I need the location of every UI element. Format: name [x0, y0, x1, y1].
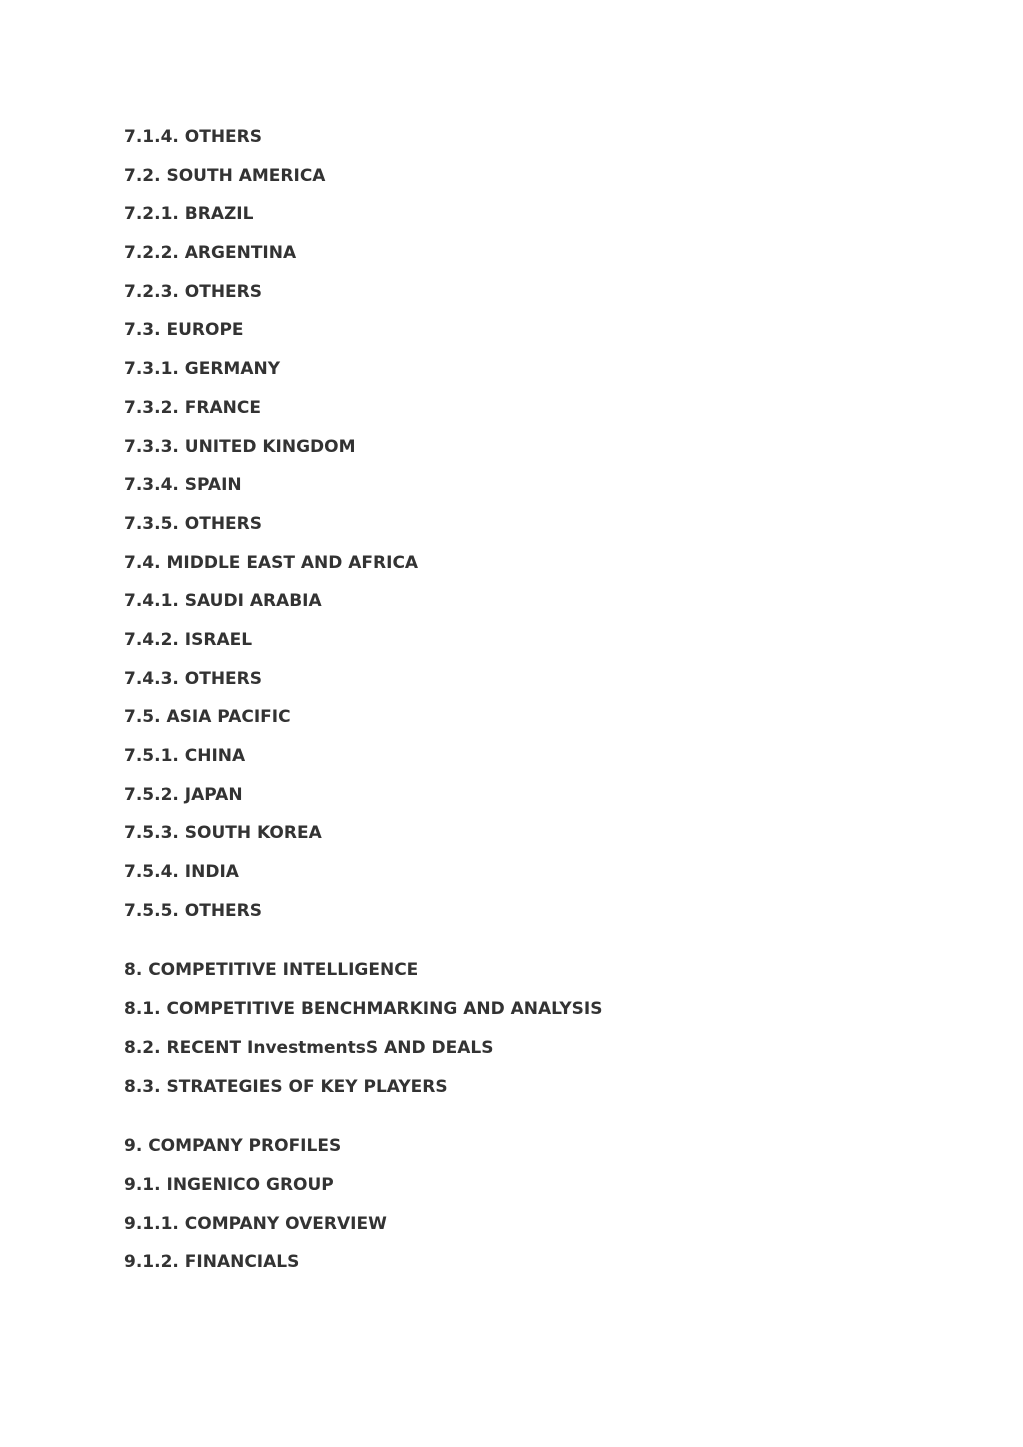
toc-entry: 8.2. RECENT InvestmentsS AND DEALS: [124, 1037, 494, 1058]
toc-entry: 7.1.4. OTHERS: [124, 127, 263, 147]
toc-entry: 7.2.2. ARGENTINA: [124, 243, 297, 264]
toc-entry: 7.5.4. INDIA: [124, 862, 239, 883]
toc-entry: 7.4.3. OTHERS: [124, 668, 263, 689]
toc-entry: 7.2.1. BRAZIL: [124, 204, 254, 225]
toc-entry: 7.3.1. GERMANY: [124, 359, 281, 380]
toc-entry: 7.3.5. OTHERS: [124, 513, 263, 534]
toc-entry: 8.3. STRATEGIES OF KEY PLAYERS: [124, 1076, 448, 1097]
toc-entry: 7.3. EUROPE: [124, 320, 244, 341]
toc-entry: 7.3.2. FRANCE: [124, 397, 261, 418]
toc-entry: 7.2.3. OTHERS: [124, 281, 263, 302]
toc-entry: 9.1.2. FINANCIALS: [124, 1252, 300, 1273]
toc-entry: 7.4. MIDDLE EAST AND AFRICA: [124, 552, 419, 573]
toc-group-section-8: [124, 960, 924, 1097]
toc-entry: 9.1. INGENICO GROUP: [124, 1174, 334, 1195]
table-of-contents: [124, 127, 924, 1273]
toc-entry: 7.2. SOUTH AMERICA: [124, 165, 326, 186]
toc-entry: 7.5.2. JAPAN: [124, 784, 243, 805]
toc-entry: 9.1.1. COMPANY OVERVIEW: [124, 1213, 387, 1234]
toc-entry: 7.3.4. SPAIN: [124, 475, 242, 496]
toc-entry: 7.5.3. SOUTH KOREA: [124, 823, 322, 844]
toc-entry: 8. COMPETITIVE INTELLIGENCE: [124, 960, 419, 981]
toc-group-section-7: [124, 127, 924, 922]
toc-entry: 7.5. ASIA PACIFIC: [124, 707, 291, 728]
toc-entry: 7.4.1. SAUDI ARABIA: [124, 591, 322, 612]
toc-entry: 7.5.1. CHINA: [124, 746, 246, 766]
toc-entry: 7.3.3. UNITED KINGDOM: [124, 436, 356, 457]
toc-entry: 9. COMPANY PROFILES: [124, 1136, 342, 1157]
toc-group-section-9: [124, 1136, 924, 1273]
toc-entry: 8.1. COMPETITIVE BENCHMARKING AND ANALYSIS: [124, 999, 603, 1020]
toc-entry: 7.5.5. OTHERS: [124, 900, 263, 921]
toc-entry: 7.4.2. ISRAEL: [124, 629, 253, 650]
